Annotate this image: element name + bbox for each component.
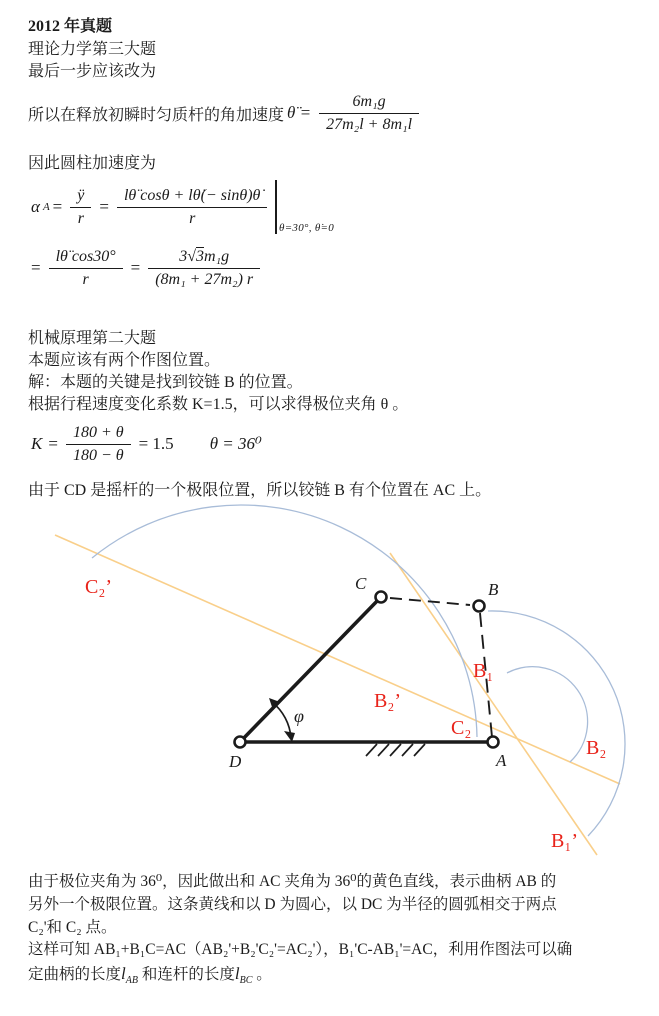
cd-rocker-line: 由于 CD 是摇杆的一个极限位置，所以铰链 B 有个位置在 AC 上。	[28, 482, 492, 499]
fraction-numerator: ÿ	[70, 187, 91, 208]
formula-theta	[28, 88, 424, 138]
fraction-denominator: 27m₂l + 8m₁l	[326, 115, 413, 133]
bottom-line-2: 另外一个极限位置。这条黄线和以 D 为圆心，以 DC 为半径的圆弧相交于两点	[28, 896, 557, 913]
section2-line-3: 解：本题的关键是找到铰链 B 的位置。	[28, 374, 303, 391]
formula-alpha-line1	[28, 177, 334, 237]
fraction-numerator: 6m₁g	[319, 93, 419, 114]
label-b2: B₂	[586, 737, 607, 759]
equals-sign: =	[48, 434, 58, 453]
period: 。	[252, 966, 272, 983]
theta-ddot-equals: θ̈ =	[287, 103, 312, 122]
arc-center-d-radius-dc	[92, 505, 477, 737]
equals-sign: =	[52, 197, 63, 216]
formula-theta-prefix: 所以在释放初瞬时匀质杆的角加速度	[28, 106, 285, 124]
fraction-denominator: 180 − θ	[72, 446, 124, 464]
fraction-numerator: lθ̈ cos30°	[49, 248, 123, 269]
yellow-extreme-position-line-1	[55, 535, 620, 784]
label-point-a: A	[496, 751, 507, 770]
linkage-diagram	[0, 495, 659, 870]
hinge-d	[235, 737, 246, 748]
radical-suffix: m₁g	[204, 247, 230, 265]
fraction	[148, 248, 260, 289]
bottom-line-5	[28, 962, 272, 986]
coupler-length-text: 和连杆的长度	[137, 966, 235, 983]
cylinder-acceleration-line: 因此圆柱加速度为	[28, 155, 157, 172]
length-symbol-l: l	[121, 964, 126, 983]
label-point-d: D	[229, 752, 242, 771]
hinge-c	[376, 592, 387, 603]
header-line-2: 理论力学第三大题	[28, 41, 157, 58]
length-subscript-ab: AB	[125, 975, 138, 987]
fraction-numerator	[148, 248, 260, 269]
crank-length-text: 定曲柄的长度	[28, 966, 122, 983]
fraction	[70, 187, 91, 228]
section2-line-2: 本题应该有两个作图位置。	[28, 352, 221, 369]
fraction	[66, 424, 131, 465]
alpha-symbol: α	[31, 197, 40, 216]
section2-line-4: 根据行程速度变化系数 K=1.5，可以求得极位夹角 θ 。	[28, 396, 409, 413]
fraction	[117, 187, 267, 228]
formula-k	[28, 420, 265, 468]
equals-sign: =	[31, 258, 41, 277]
radicand: 3	[196, 247, 204, 265]
hinge-b	[474, 601, 485, 612]
evaluation-condition: θ=30°, θ̇=0	[279, 222, 335, 234]
label-b1: B₁	[473, 660, 494, 682]
k-symbol: K	[31, 434, 43, 453]
doc-title: 2012 年真题	[28, 18, 113, 35]
label-b1-prime: B₁’	[551, 830, 578, 852]
header-line-3: 最后一步应该改为	[28, 63, 157, 80]
length-subscript-bc: BC	[239, 975, 253, 987]
theta-value: θ = 36⁰	[209, 434, 262, 453]
equals-sign: =	[99, 197, 109, 216]
fraction	[319, 93, 419, 134]
label-phi-angle: φ	[294, 706, 304, 726]
fraction	[49, 248, 123, 289]
label-c2: C₂	[451, 717, 472, 739]
fraction-denominator: r	[82, 270, 89, 288]
bottom-line-4: 这样可知 AB₁+B₁C=AC（AB₂'+B₂'C₂'=AC₂'），B₁'C-AB₁'=AC，利用作图法可以确	[28, 941, 573, 958]
evaluation-bar	[275, 180, 277, 234]
fraction-numerator: lθ̈ cosθ + lθ̇(− sinθ)θ̇	[117, 187, 267, 208]
bottom-line-1: 由于极位夹角为 36⁰，因此做出和 AC 夹角为 36⁰的黄色直线，表示曲柄 AB 的	[28, 873, 557, 890]
bottom-line-3: C₂'和 C₂ 点。	[28, 919, 117, 936]
arc-center-a-inner	[507, 667, 588, 762]
hinge-a	[488, 737, 499, 748]
length-symbol-l: l	[234, 964, 240, 983]
k-result: = 1.5	[138, 434, 174, 453]
equals-sign: =	[130, 258, 141, 277]
radical-prefix: 3√	[179, 247, 196, 265]
fraction-denominator: r	[77, 209, 84, 227]
label-c2-prime: C₂’	[85, 576, 112, 598]
fraction-denominator: r	[189, 209, 196, 227]
alpha-subscript: A	[42, 201, 50, 213]
ground-hatching	[366, 744, 425, 756]
formula-alpha-line2	[28, 240, 265, 296]
fraction-denominator: (8m₁ + 27m₂) r	[155, 270, 254, 288]
label-point-b: B	[488, 580, 499, 599]
arc-center-a-outer	[488, 611, 625, 836]
fraction-numerator: 180 + θ	[66, 424, 131, 445]
label-point-c: C	[355, 574, 367, 593]
label-b2-prime: B₂’	[374, 690, 401, 712]
section2-title: 机械原理第二大题	[28, 330, 157, 347]
